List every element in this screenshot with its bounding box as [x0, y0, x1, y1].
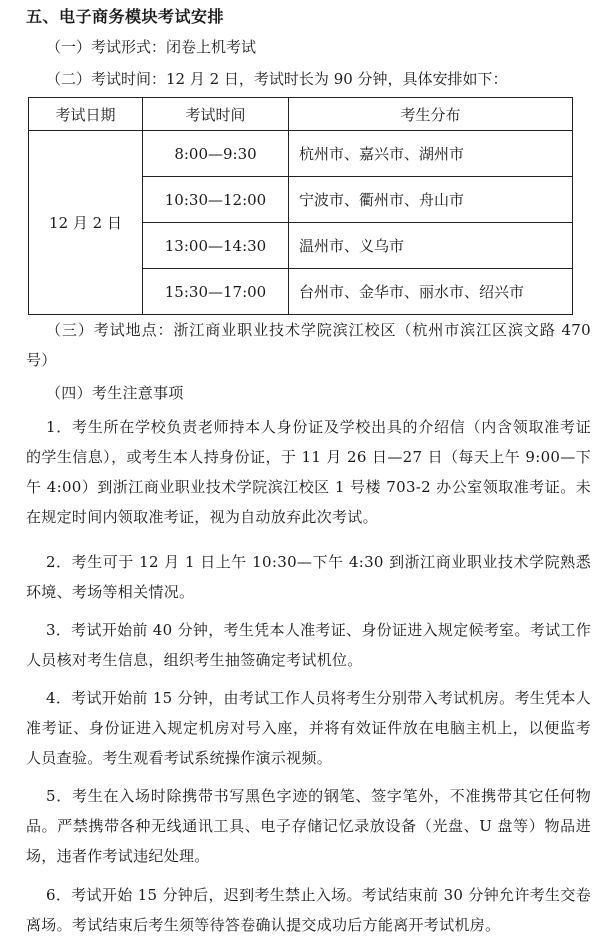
- notice-item-1: 1．考生所在学校负责老师持本人身份证及学校出具的介绍信（内含领取准考证的学生信息），或考生本人持身份证，于 11 月 26 日—27 日（每天上午 9:00—下午 4:00）到浙江商业职业技术学院滨江校区 1 号楼 703-2 办公室领取准考证。未在规定时间内领取准考证，视为自动放弃此次考试。: [26, 418, 591, 526]
- distribution-cell: 宁波市、衢州市、舟山市: [289, 177, 573, 223]
- notice-title: （四）考生注意事项: [46, 384, 184, 402]
- notice-item-6: 6．考试开始 15 分钟后，迟到考生禁止入场。考试结束前 30 分钟允许考生交卷离场。考试结束后考生须等待答卷确认提交成功后方能离开考试机房。: [26, 886, 591, 934]
- location-paragraph: （三）考试地点：浙江商业职业技术学院滨江校区（杭州市滨江区滨文路 470 号）: [26, 321, 591, 369]
- header-distribution: 考生分布: [289, 98, 573, 131]
- distribution-cell: 杭州市、嘉兴市、湖州市: [289, 131, 573, 177]
- time-cell: 13:00—14:30: [143, 223, 289, 269]
- distribution-cell: 台州市、金华市、丽水市、绍兴市: [289, 269, 573, 315]
- time-cell: 8:00—9:30: [143, 131, 289, 177]
- date-cell: 12 月 2 日: [29, 131, 143, 315]
- time-cell: 15:30—17:00: [143, 269, 289, 315]
- exam-time-line: （二）考试时间：12 月 2 日，考试时长为 90 分钟，具体安排如下：: [46, 70, 508, 88]
- notice-item-5: 5．考生在入场时除携带书写黑色字迹的钢笔、签字笔外，不准携带其它任何物品。严禁携带各种无线通讯工具、电子存储记忆录放设备（光盘、U 盘等）物品进场，违者作考试违纪处理。: [26, 787, 591, 865]
- time-cell: 10:30—12:00: [143, 177, 289, 223]
- section-heading: 五、电子商务模块考试安排: [26, 7, 225, 26]
- table-row: [29, 131, 573, 177]
- exam-form-line: （一）考试形式：闭卷上机考试: [46, 38, 257, 56]
- notice-item-3: 3．考试开始前 40 分钟，考生凭本人准考证、身份证进入规定候考室。考试工作人员核对考生信息，组织考生抽签确定考试机位。: [26, 621, 591, 669]
- notice-item-4: 4．考试开始前 15 分钟，由考试工作人员将考生分别带入考试机房。考生凭本人准考证、身份证进入规定机房对号入座，并将有效证件放在电脑主机上，以便监考人员查验。考生观看考试系统操作演示视频。: [26, 689, 591, 767]
- schedule-table: [28, 97, 573, 315]
- header-date: 考试日期: [29, 98, 143, 131]
- distribution-cell: 温州市、义乌市: [289, 223, 573, 269]
- table-header-row: [29, 98, 573, 131]
- header-time: 考试时间: [143, 98, 289, 131]
- notice-item-2: 2．考生可于 12 月 1 日上午 10:30—下午 4:30 到浙江商业职业技术学院熟悉环境、考场等相关情况。: [26, 553, 591, 601]
